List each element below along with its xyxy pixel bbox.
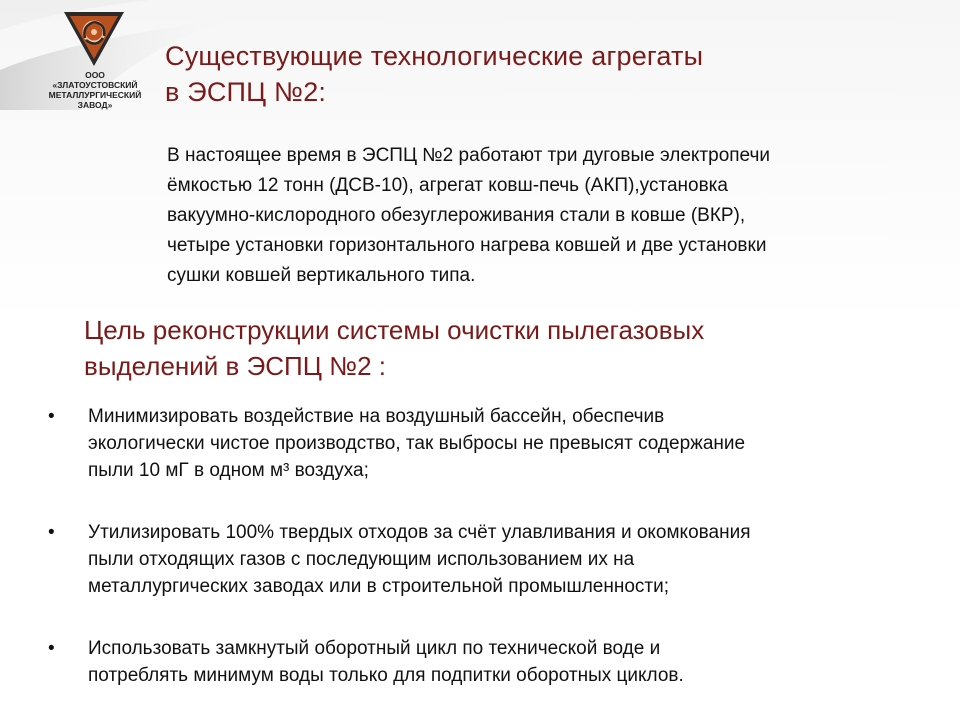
bullet-dot-icon: • <box>48 522 55 543</box>
bullet-line: металлургических заводах или в строительной промышленности; <box>88 576 669 597</box>
goal-bullet-item <box>40 635 930 689</box>
bullet-line: Использовать замкнутый оборотный цикл по технической воде и <box>88 638 661 659</box>
bullet-line: пыли 10 мГ в одном м³ воздуха; <box>88 460 369 481</box>
bullet-line: Утилизировать 100% твердых отходов за счёт улавливания и окомкования <box>88 522 751 543</box>
slide-title-line: в ЭСПЦ №2: <box>165 77 327 107</box>
triskelion-logo-icon <box>58 8 130 70</box>
bullet-line: пыли отходящих газов с последующим использованием их на <box>88 549 635 570</box>
company-name-line: ООО <box>85 70 105 80</box>
company-name-line: «ЗЛАТОУСТОВСКИЙ <box>52 80 138 90</box>
bullet-dot-icon: • <box>48 638 55 659</box>
bullet-line: потреблять минимум воды только для подпитки оборотных циклов. <box>88 665 684 686</box>
goal-bullet-list <box>40 403 930 689</box>
intro-line: сушки ковшей вертикального типа. <box>167 265 476 286</box>
bullet-dot-icon: • <box>48 406 55 427</box>
intro-paragraph <box>167 141 937 291</box>
bullet-line: Минимизировать воздействие на воздушный бассейн, обеспечив <box>88 406 665 427</box>
intro-line: ёмкостью 12 тонн (ДСВ-10), агрегат ковш-печь (АКП),установка <box>167 175 728 196</box>
intro-line: четыре установки горизонтального нагрева ковшей и две установки <box>167 235 767 256</box>
intro-line: вакуумно-кислородного обезуглероживания стали в ковше (ВКР), <box>167 205 746 226</box>
goal-heading <box>84 312 924 384</box>
company-name <box>40 70 150 110</box>
goal-bullet-item <box>40 519 930 600</box>
slide-title <box>165 38 925 110</box>
company-name-line: МЕТАЛЛУРГИЧЕСКИЙ <box>48 90 142 100</box>
goal-bullet-item <box>40 403 930 484</box>
bullet-line: экологически чистое производство, так выбросы не превысят содержание <box>88 433 746 454</box>
goal-heading-line: выделений в ЭСПЦ №2 : <box>84 351 386 381</box>
intro-line: В настоящее время в ЭСПЦ №2 работают три дуговые электропечи <box>167 145 770 166</box>
slide-title-line: Существующие технологические агрегаты <box>165 41 704 71</box>
company-name-line: ЗАВОД» <box>77 100 113 110</box>
goal-heading-line: Цель реконструкции системы очистки пылегазовых <box>84 315 705 345</box>
